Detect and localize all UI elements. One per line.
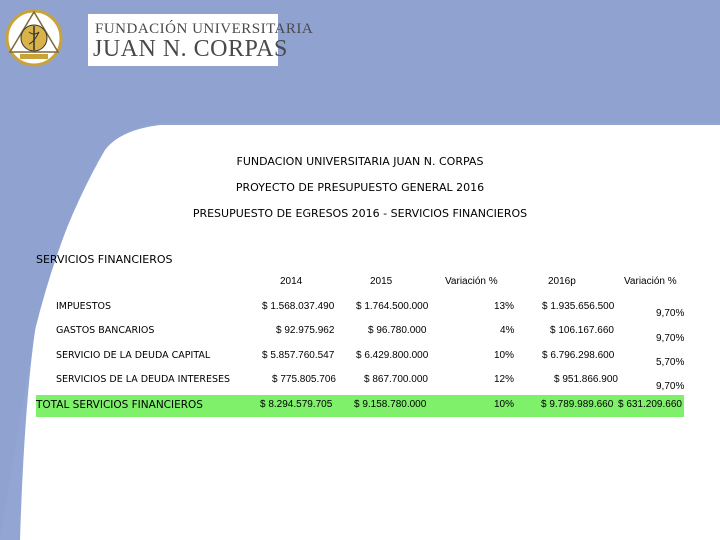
cell-2014: $ 775.805.706 [272, 374, 336, 385]
logo-line-1: FUNDACIÓN UNIVERSITARIA [95, 21, 314, 37]
cell-2016p: $ 106.167.660 [550, 325, 614, 336]
col-header-2015: 2015 [370, 276, 393, 287]
table-row [36, 350, 684, 370]
cell-variacion-1: 12% [494, 374, 515, 385]
logo-line-2: JUAN N. CORPAS [93, 36, 288, 62]
title-project: PROYECTO DE PRESUPUESTO GENERAL 2016 [235, 181, 485, 194]
cell-2015: $ 867.700.000 [364, 374, 428, 385]
table-row [36, 325, 684, 345]
cell-variacion-1: 10% [494, 350, 515, 361]
row-label: SERVICIO DE LA DEUDA CAPITAL [56, 350, 211, 361]
cell-variacion-2: 9,70% [656, 333, 685, 344]
total-variacion-2: $ 631.209.660 [618, 399, 682, 410]
title-budget: PRESUPUESTO DE EGRESOS 2016 - SERVICIOS FINANCIEROS [192, 207, 528, 220]
total-2016p: $ 9.789.989.660 [541, 399, 614, 410]
cell-variacion-1: 4% [500, 325, 515, 336]
col-header-variacion-1: Variación % [445, 276, 498, 287]
section-title: SERVICIOS FINANCIEROS [36, 253, 173, 266]
cell-2014: $ 5.857.760.547 [262, 350, 335, 361]
col-header-variacion-2: Variación % [624, 276, 677, 287]
row-label: IMPUESTOS [56, 301, 112, 312]
table-row [36, 301, 684, 321]
total-2014: $ 8.294.579.705 [260, 399, 333, 410]
cell-variacion-2: 5,70% [656, 357, 685, 368]
title-institution: FUNDACION UNIVERSITARIA JUAN N. CORPAS [236, 155, 484, 168]
cell-2016p: $ 1.935.656.500 [542, 301, 615, 312]
cell-variacion-2: 9,70% [656, 381, 685, 392]
cell-2014: $ 92.975.962 [276, 325, 335, 336]
row-label: SERVICIOS DE LA DEUDA INTERESES [56, 374, 231, 385]
total-label: TOTAL SERVICIOS FINANCIEROS [36, 399, 203, 411]
cell-variacion-2: 9,70% [656, 308, 685, 319]
row-label: GASTOS BANCARIOS [56, 325, 155, 336]
cell-2015: $ 96.780.000 [368, 325, 427, 336]
total-variacion-1: 10% [494, 399, 515, 410]
table-row [36, 374, 684, 394]
cell-2015: $ 1.764.500.000 [356, 301, 429, 312]
cell-2014: $ 1.568.037.490 [262, 301, 335, 312]
cell-2016p: $ 6.796.298.600 [542, 350, 615, 361]
corpas-logo-icon [7, 11, 61, 65]
cell-2015: $ 6.429.800.000 [356, 350, 429, 361]
cell-variacion-1: 13% [494, 301, 515, 312]
col-header-2016p: 2016p [548, 276, 576, 287]
col-header-2014: 2014 [280, 276, 303, 287]
cell-2016p: $ 951.866.900 [554, 374, 618, 385]
total-2015: $ 9.158.780.000 [354, 399, 427, 410]
total-row [36, 395, 684, 417]
